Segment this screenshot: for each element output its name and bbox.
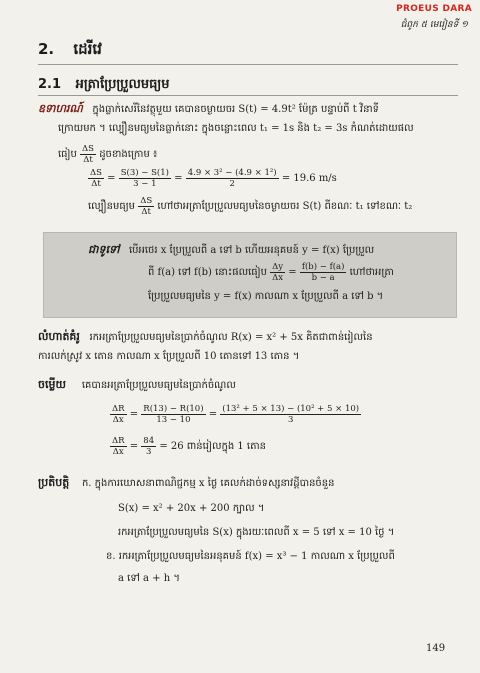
general-line-1: ជាទូទៅ បើអថេរ x ប្រែប្រួលពី a ទៅ b ហើយអនុគមន៍ y = f(x) ប្រែប្រួល [88,243,375,256]
subsection-heading [38,76,169,95]
example-line-5: ល្បឿនមធ្យម $\frac{\Delta S}{\Delta t}$ ហៅថាអត្រាប្រែប្រួលមធ្យមនៃចម្ងាយចរ S(t) ពីខណៈ t₁ ទៅខណៈ t₂ [88,196,413,217]
header-brand: PROEUS DARA [396,4,472,14]
solution-line-1: ចម្លើយ គេបានអត្រាប្រែប្រួលមធ្យមនៃប្រាក់ចំណូល [38,378,236,391]
solution-term: ចម្លើយ [38,378,66,391]
header-chapter: ជំពូក ៥ មេរៀនទី ១ [400,20,468,30]
example-term: ឧទាហរណ៍ [38,102,83,115]
example-line-1 [38,102,379,116]
practice-line-1: ប្រតិបត្តិ ក. ក្នុងការឃោសនាពាណិជ្ជកម្ម x ថ្ងៃ គេលក់ដាច់ទស្សនាវដ្ដីបានចំនួន [38,476,335,489]
section-title: ដេរីវេ [73,40,102,58]
general-line-2: ពី f(a) ទៅ f(b) នោះផលធៀប $\frac{\Delta y}{\Delta x}$ = $\frac{f(b) - f(a)}{b - a}$ ហៅថាអត្រា [148,262,394,283]
example-line-3 [58,144,157,165]
practice-term: ប្រតិបត្តិ [38,476,70,489]
example-text-3b: ដូចខាងក្រោម ៖ [99,149,158,160]
equation-fraction-2: $\frac{\text{4.9 × 3² − (4.9 × 1²)}}{2}$ [187,168,277,189]
subsection-number: 2.1 [38,77,62,92]
general-text-3: ប្រែប្រួលមធ្យមនៃ y = f(x) កាលណា x ប្រែប្រួលពី a ទៅ b ។ [148,291,384,302]
section-number: 2. [38,40,55,58]
subsection-divider [38,95,458,96]
section-divider [38,64,458,65]
exercise-text-2: ការលក់ស្រូវ x តោន កាលណា x ប្រែប្រួលពី 10 តោនទៅ 13 តោន ។ [38,351,300,362]
solution-equation-1: $\frac{\Delta R}{\Delta x}$ = $\frac{R(13) - R(10)}{13 - 10}$ = $\frac{\text{(13² + 5 × 13) − (10² + 5 × 10)}}{3}$ [112,404,360,425]
page-number: 149 [426,643,446,654]
practice-text-a3: រកអត្រាប្រែប្រួលមធ្យមនៃ S(x) ក្នុងរយៈពេលពី x = 5 ទៅ x = 10 ថ្ងៃ ។ [118,527,395,538]
equation-fraction-1: $\frac{S(3) - S(1)}{3 - 1}$ [120,168,169,189]
exercise-term: លំហាត់គំរូ [38,330,80,343]
general-term: ជាទូទៅ [88,243,120,256]
equation-result: = 19.6 m/s [281,173,337,184]
solution-equation-2: $\frac{\Delta R}{\Delta x}$ = $\frac{84}{3}$ = 26 ពាន់រៀលក្នុង 1 តោន [112,436,266,457]
practice-formula-a: S(x) = x² + 20x + 200 ក្បាល ។ [118,503,265,514]
example-text-2: ក្រោយមក ។ ល្បឿនមធ្យមនៃធ្លាក់នោះ ក្នុងចន្លោះពេល t₁ = 1s និង t₂ = 3s កំណត់ដោយផល [58,123,414,134]
example-text-3a: ធៀប [58,149,77,160]
example-equation: $\frac{\Delta S}{\Delta t}$ = $\frac{S(3) - S(1)}{3 - 1}$ = $\frac{\text{4.9 × 3² − (4.9 × 1²)}}{2}$ = 19.6 m/s [90,168,337,189]
example-text-1: ក្នុងធ្លាក់សេរីនៃវត្ថុមួយ គេបានចម្ងាយចរ S(t) = 4.9t² ម៉ែត្រ បន្ទាប់ពី t វិនាទី [92,104,379,115]
exercise-line-1: លំហាត់គំរូ រកអត្រាប្រែប្រួលមធ្យមនៃប្រាក់ចំណូល R(x) = x² + 5x គិតជាពាន់រៀលនៃ [38,330,373,343]
practice-text-b2: a ទៅ a + h ។ [118,573,180,584]
section-heading [38,40,102,62]
practice-text-b1: ខ. រកអត្រាប្រែប្រួលមធ្យមនៃអនុគមន៍ f(x) = x³ − 1 កាលណា x ប្រែប្រួលពី [106,551,395,562]
subsection-title: អត្រាប្រែប្រួលមធ្យម [75,77,170,92]
ratio-fraction: $\frac{\Delta S}{\Delta t}$ [82,144,95,165]
